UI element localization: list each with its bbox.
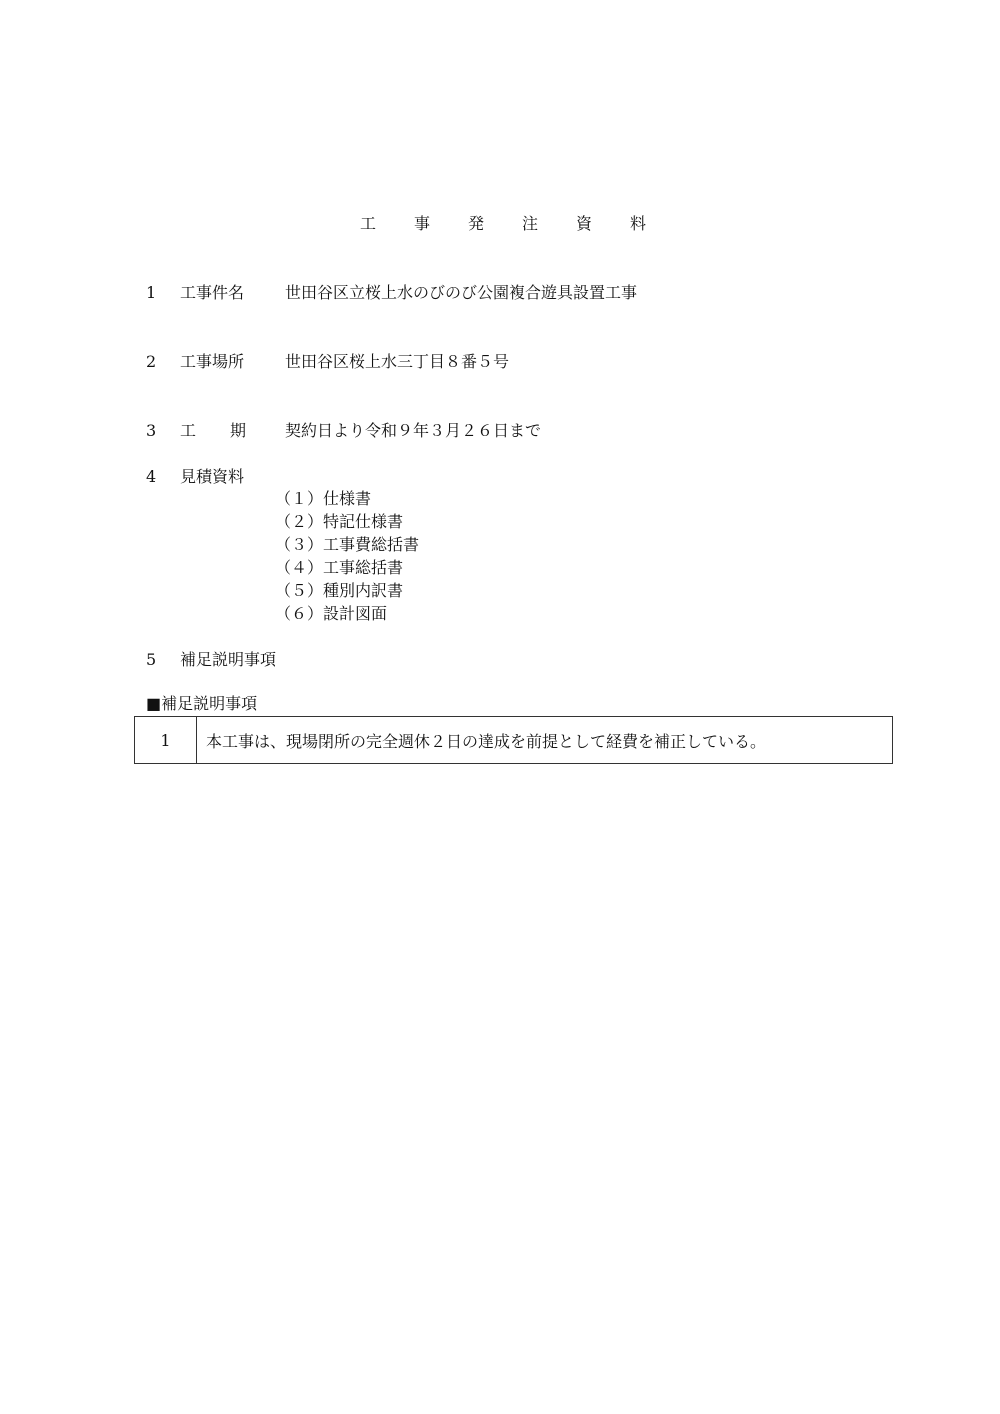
title-char: 工 [360,214,377,233]
notes-table [134,716,893,764]
title-char: 注 [522,214,539,233]
item-label-part: 期 [230,421,247,440]
note-text: 本工事は、現場閉所の完全週休２日の達成を前提として経費を補正している。 [197,717,893,764]
item-label-part: 工 [180,421,197,440]
item-label: 見積資料 [180,467,245,486]
construction-period: 契約日より令和９年３月２６日まで [285,421,542,440]
item-label: 工事場所 [180,352,245,371]
title-char: 資 [576,214,593,233]
estimate-doc-item: （１）仕様書 [275,489,372,508]
project-name: 世田谷区立桜上水のびのび公園複合遊具設置工事 [285,283,638,302]
item-number: 2 [146,352,157,371]
estimate-doc-item: （５）種別内訳書 [275,581,404,600]
note-number: 1 [135,717,197,764]
table-row [135,717,893,764]
document-title [360,214,684,234]
estimate-doc-item: （２）特記仕様書 [275,512,404,531]
item-number: 5 [146,650,157,669]
item-number: 3 [146,421,157,440]
estimate-doc-item: （３）工事費総括書 [275,535,420,554]
notes-heading: ■補足説明事項 [146,694,258,713]
item-label: 補足説明事項 [180,650,277,669]
item-label: 工事件名 [180,283,245,302]
item-label [180,421,246,441]
title-char: 発 [468,214,485,233]
estimate-doc-item: （６）設計図面 [275,604,388,623]
estimate-doc-item: （４）工事総括書 [275,558,404,577]
item-number: 1 [146,283,157,302]
item-number: 4 [146,467,157,486]
project-location: 世田谷区桜上水三丁目８番５号 [285,352,510,371]
title-char: 事 [414,214,431,233]
title-char: 料 [630,214,647,233]
